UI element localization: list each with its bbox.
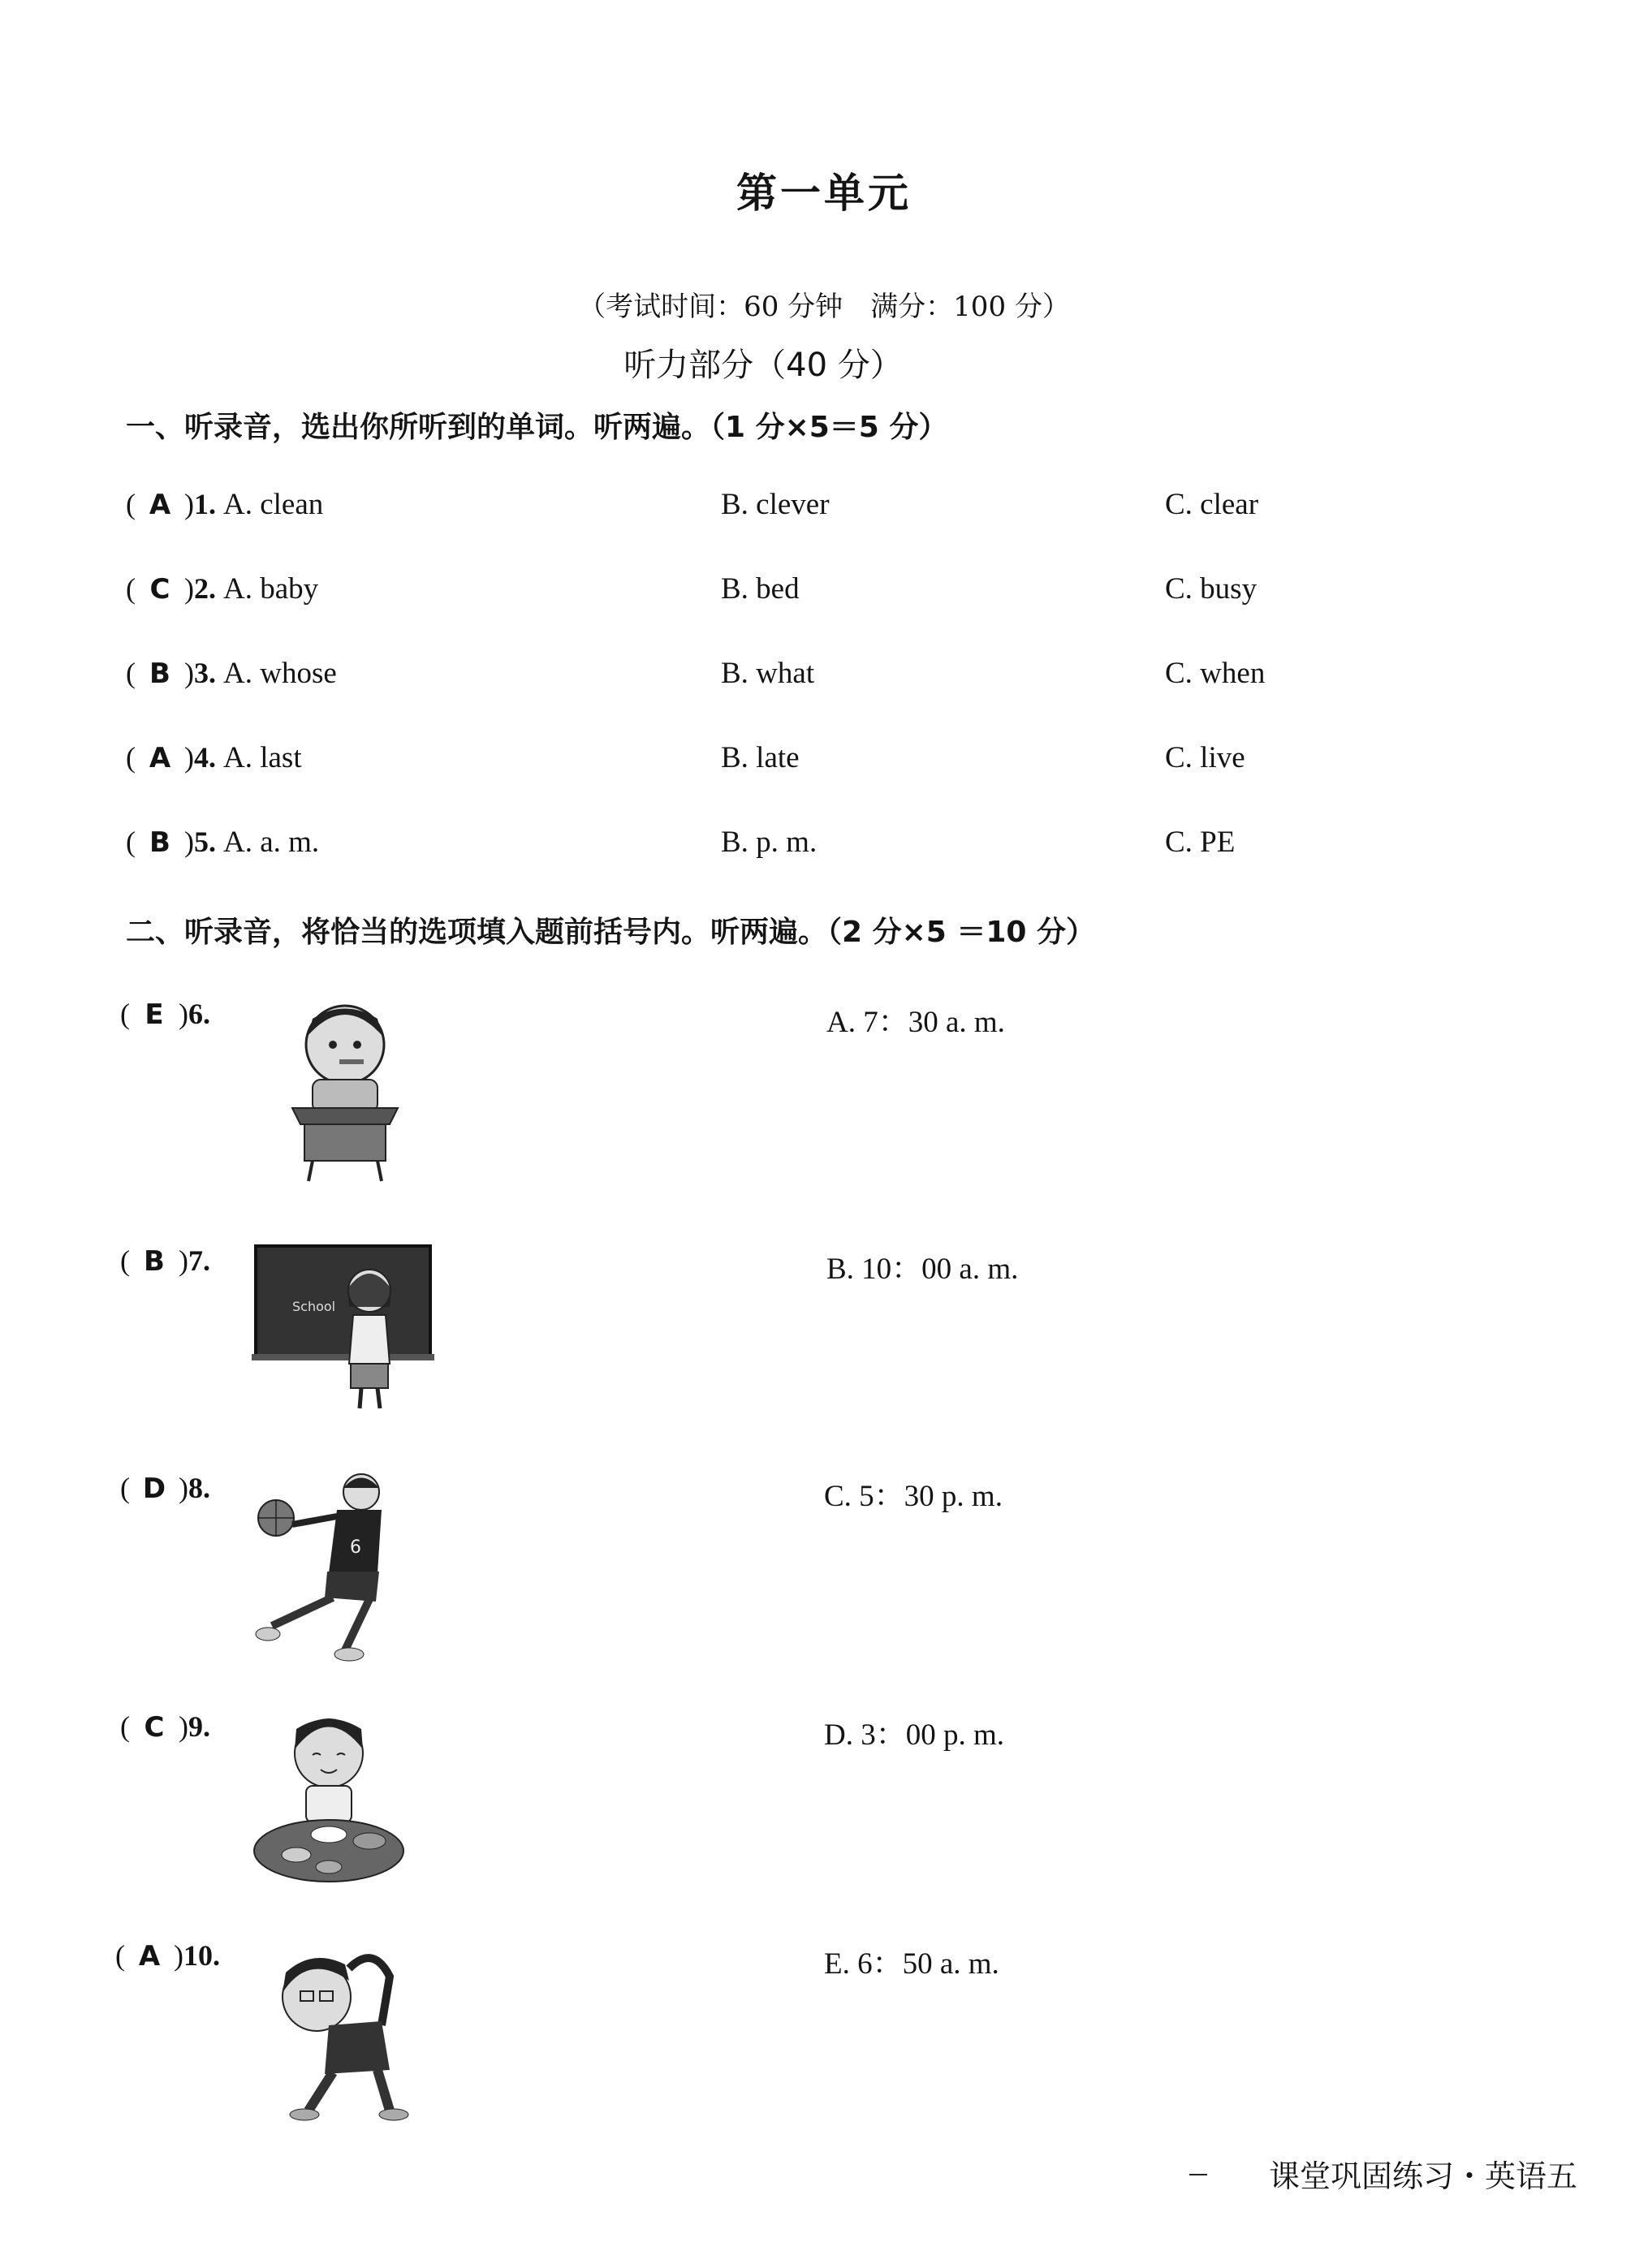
answer-3[interactable]: B (149, 658, 170, 690)
question-number-4: 4. (194, 741, 216, 774)
option-6: A. 7：30 a. m. (826, 1006, 1005, 1039)
section1-heading: 一、听录音，选出你所听到的单词。听两遍。（1 分×5＝5 分） (126, 411, 948, 444)
answer-10[interactable]: A (138, 1940, 161, 1973)
boy-playing-basketball-picture (248, 1468, 398, 1662)
boy-exercising-picture (260, 1936, 414, 2123)
answer-2[interactable]: C (149, 573, 170, 606)
unit-title: 第一单元 (736, 170, 912, 217)
question-2: ( C )2. A. baby (126, 572, 319, 606)
question-9: ( C )9. (120, 1710, 210, 1744)
option-10: E. 6：50 a. m. (824, 1947, 999, 1981)
footer-dash (1189, 2174, 1207, 2175)
question-6: ( E )6. (120, 998, 210, 1031)
option-5c: C. PE (1165, 826, 1236, 859)
question-number-5: 5. (194, 826, 216, 858)
blackboard-text: School (292, 1299, 336, 1314)
option-1b: B. clever (721, 488, 830, 521)
question-5: ( B )5. A. a. m. (126, 826, 320, 859)
option-9: D. 3：00 p. m. (824, 1718, 1004, 1752)
option-5b: B. p. m. (721, 826, 818, 859)
option-4a: A. last (223, 741, 302, 774)
question-number-1: 1. (194, 488, 216, 520)
answer-5[interactable]: B (149, 826, 170, 859)
answer-9[interactable]: C (144, 1711, 165, 1744)
option-1c: C. clear (1165, 488, 1259, 521)
question-number-3: 3. (194, 657, 216, 689)
page-footer: 课堂巩固练习・英语五 (1268, 2158, 1577, 2194)
question-3: ( B )3. A. whose (126, 657, 337, 690)
question-1: ( A )1. A. clean (126, 488, 324, 521)
option-1a: A. clean (223, 488, 324, 521)
option-7: B. 10：00 a. m. (826, 1253, 1019, 1286)
answer-1[interactable]: A (149, 489, 171, 521)
option-2b: B. bed (721, 572, 800, 606)
option-3b: B. what (721, 657, 815, 690)
answer-6[interactable]: E (145, 998, 164, 1031)
question-4: ( A )4. A. last (126, 741, 302, 774)
question-number-6: 6. (188, 998, 210, 1030)
part-title: 听力部分（40 分） (623, 347, 903, 384)
boy-brushing-teeth-picture (276, 994, 414, 1181)
girl-eating-picture (248, 1705, 410, 1883)
answer-8[interactable]: D (142, 1472, 166, 1505)
question-8: ( D )8. (120, 1472, 210, 1505)
question-10: ( A )10. (115, 1939, 220, 1973)
option-4c: C. live (1165, 741, 1245, 774)
option-5a: A. a. m. (223, 826, 320, 859)
option-3c: C. when (1165, 657, 1266, 690)
option-3a: A. whose (223, 657, 337, 690)
option-2a: A. baby (223, 572, 319, 606)
exam-info: （考试时间：60 分钟 满分：100 分） (578, 291, 1070, 323)
jersey-number: 6 (350, 1537, 361, 1558)
option-2c: C. busy (1165, 572, 1258, 606)
question-number-2: 2. (194, 572, 216, 605)
answer-7[interactable]: B (144, 1245, 165, 1278)
option-4b: B. late (721, 741, 800, 774)
question-number-10: 10. (183, 1939, 220, 1972)
question-number-9: 9. (188, 1710, 210, 1743)
option-8: C. 5：30 p. m. (824, 1480, 1003, 1513)
section2-heading: 二、听录音，将恰当的选项填入题前括号内。听两遍。（2 分×5 ＝10 分） (126, 916, 1095, 949)
answer-4[interactable]: A (149, 742, 171, 774)
girl-at-blackboard-picture (252, 1242, 438, 1416)
question-number-7: 7. (188, 1244, 210, 1277)
question-number-8: 8. (188, 1472, 210, 1504)
question-7: ( B )7. (120, 1244, 210, 1278)
